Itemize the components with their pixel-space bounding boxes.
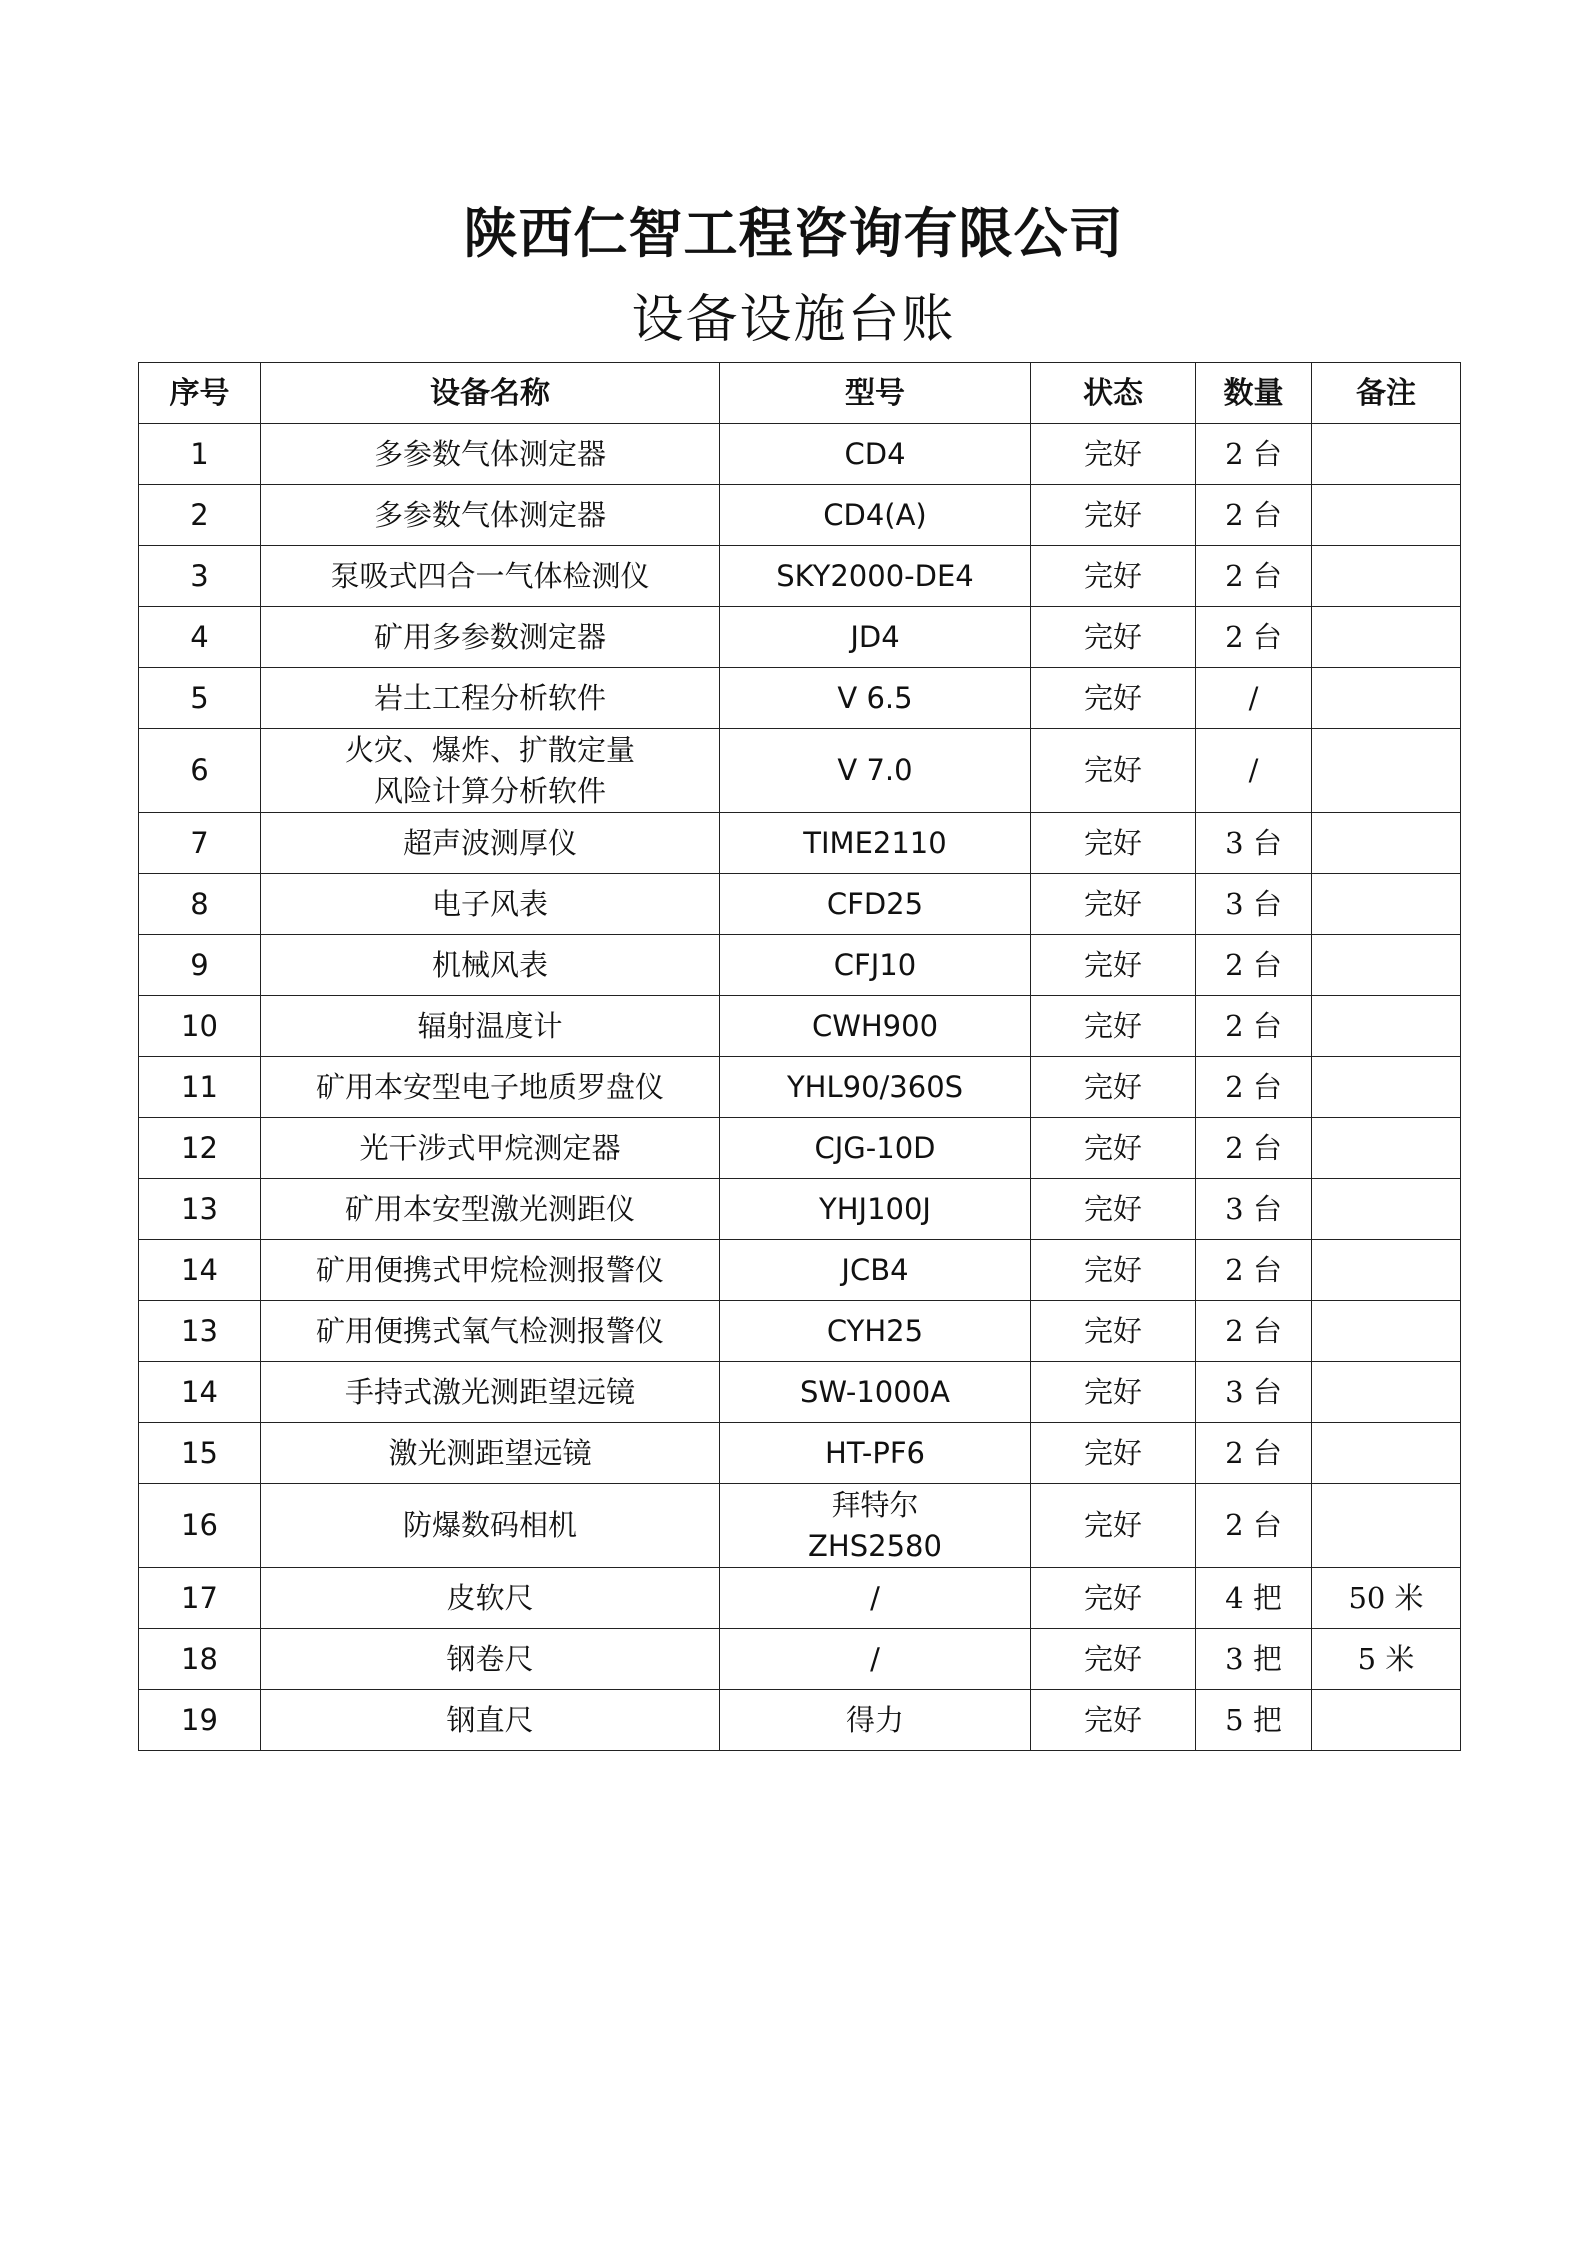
cell-equipment-name — [261, 1690, 720, 1751]
cell-equipment-name-line: 手持式激光测距望远镜 — [344, 1374, 635, 1409]
cell-status: 完好 — [1031, 1118, 1196, 1179]
cell-model-line: CFJ10 — [833, 947, 917, 982]
cell-model — [720, 546, 1031, 607]
table-row — [139, 607, 1461, 668]
cell-status: 完好 — [1031, 1057, 1196, 1118]
cell-status: 完好 — [1031, 1423, 1196, 1484]
cell-note — [1312, 935, 1461, 996]
cell-equipment-name-line: 矿用多参数测定器 — [373, 619, 606, 654]
cell-note — [1312, 1057, 1461, 1118]
cell-equipment-name — [261, 1484, 720, 1568]
cell-equipment-name — [261, 874, 720, 935]
cell-model — [720, 996, 1031, 1057]
cell-model — [720, 1301, 1031, 1362]
cell-no: 14 — [139, 1362, 261, 1423]
cell-equipment-name-line: 超声波测厚仪 — [402, 825, 577, 860]
cell-no: 14 — [139, 1240, 261, 1301]
cell-status: 完好 — [1031, 996, 1196, 1057]
table-row — [139, 485, 1461, 546]
cell-model-line: SW-1000A — [799, 1374, 950, 1409]
cell-model-line: YHJ100J — [819, 1191, 931, 1226]
table-row — [139, 1057, 1461, 1118]
table-row — [139, 1240, 1461, 1301]
cell-quantity: 2 台 — [1196, 1484, 1312, 1568]
cell-no: 19 — [139, 1690, 261, 1751]
cell-no: 5 — [139, 668, 261, 729]
cell-model-line: CD4(A) — [823, 497, 927, 532]
cell-equipment-name-line: 矿用本安型电子地质罗盘仪 — [315, 1069, 664, 1104]
cell-equipment-name — [261, 1568, 720, 1629]
cell-model-line: TIME2110 — [803, 825, 947, 860]
cell-quantity: 2 台 — [1196, 1423, 1312, 1484]
company-title: 陕西仁智工程咨询有限公司 — [463, 201, 1124, 265]
cell-equipment-name-line: 矿用便携式氧气检测报警仪 — [315, 1313, 664, 1348]
cell-equipment-name-line: 激光测距望远镜 — [388, 1435, 592, 1470]
cell-equipment-name-line: 钢直尺 — [446, 1702, 534, 1737]
cell-no: 15 — [139, 1423, 261, 1484]
table-row — [139, 1629, 1461, 1690]
table-row — [139, 874, 1461, 935]
cell-note — [1312, 1690, 1461, 1751]
cell-no: 1 — [139, 424, 261, 485]
table-row — [139, 1301, 1461, 1362]
cell-status: 完好 — [1031, 546, 1196, 607]
cell-quantity: 4 把 — [1196, 1568, 1312, 1629]
cell-note — [1312, 546, 1461, 607]
cell-model — [720, 485, 1031, 546]
cell-model — [720, 1118, 1031, 1179]
cell-status: 完好 — [1031, 424, 1196, 485]
cell-equipment-name-line: 风险计算分析软件 — [373, 773, 606, 808]
table-row — [139, 1484, 1461, 1568]
cell-equipment-name-line: 防爆数码相机 — [402, 1508, 577, 1542]
cell-status: 完好 — [1031, 607, 1196, 668]
cell-equipment-name — [261, 1423, 720, 1484]
cell-model — [720, 935, 1031, 996]
cell-note — [1312, 813, 1461, 874]
cell-model-line: 得力 — [845, 1702, 904, 1737]
cell-no: 4 — [139, 607, 261, 668]
cell-no: 2 — [139, 485, 261, 546]
cell-note — [1312, 1362, 1461, 1423]
cell-equipment-name — [261, 668, 720, 729]
cell-model — [720, 1690, 1031, 1751]
cell-quantity: 2 台 — [1196, 1118, 1312, 1179]
cell-quantity: 3 台 — [1196, 1179, 1312, 1240]
cell-status: 完好 — [1031, 1629, 1196, 1690]
cell-model-line: CWH900 — [811, 1008, 939, 1043]
cell-equipment-name-line: 光干涉式甲烷测定器 — [359, 1130, 621, 1165]
cell-quantity: 2 台 — [1196, 546, 1312, 607]
cell-model — [720, 607, 1031, 668]
cell-status: 完好 — [1031, 485, 1196, 546]
table-row — [139, 1568, 1461, 1629]
cell-equipment-name — [261, 935, 720, 996]
table-row — [139, 546, 1461, 607]
cell-equipment-name — [261, 1118, 720, 1179]
cell-status: 完好 — [1031, 1240, 1196, 1301]
cell-model — [720, 729, 1031, 813]
cell-note — [1312, 485, 1461, 546]
table-row — [139, 1362, 1461, 1423]
cell-quantity: 2 台 — [1196, 996, 1312, 1057]
cell-note — [1312, 729, 1461, 813]
cell-equipment-name-line: 火灾、爆炸、扩散定量 — [344, 732, 635, 767]
cell-note — [1312, 1118, 1461, 1179]
cell-equipment-name-line: 皮软尺 — [446, 1580, 534, 1615]
table-row — [139, 729, 1461, 813]
cell-model-line: V 6.5 — [837, 680, 913, 715]
column-header-note: 备注 — [1312, 363, 1461, 424]
cell-note — [1312, 1484, 1461, 1568]
cell-no: 10 — [139, 996, 261, 1057]
column-header-no: 序号 — [139, 363, 261, 424]
cell-equipment-name-line: 矿用本安型激光测距仪 — [344, 1191, 635, 1226]
column-header-model: 型号 — [720, 363, 1031, 424]
cell-equipment-name-line: 泵吸式四合一气体检测仪 — [330, 558, 650, 593]
cell-equipment-name — [261, 607, 720, 668]
cell-status: 完好 — [1031, 874, 1196, 935]
cell-status: 完好 — [1031, 668, 1196, 729]
cell-status: 完好 — [1031, 1484, 1196, 1568]
cell-equipment-name — [261, 424, 720, 485]
table-row — [139, 813, 1461, 874]
cell-model-line: CFD25 — [826, 886, 924, 921]
table-row — [139, 1118, 1461, 1179]
cell-note — [1312, 1240, 1461, 1301]
cell-equipment-name-line: 电子风表 — [431, 886, 548, 921]
cell-model-line: CJG-10D — [814, 1130, 936, 1165]
cell-note — [1312, 424, 1461, 485]
table-row — [139, 668, 1461, 729]
cell-equipment-name — [261, 813, 720, 874]
cell-model-line: SKY2000-DE4 — [776, 558, 974, 593]
cell-note: 50 米 — [1312, 1568, 1461, 1629]
cell-model-line: HT-PF6 — [825, 1435, 925, 1470]
cell-equipment-name — [261, 546, 720, 607]
cell-equipment-name-line: 机械风表 — [431, 947, 548, 982]
cell-quantity: 2 台 — [1196, 485, 1312, 546]
table-body — [139, 424, 1461, 1751]
cell-no: 13 — [139, 1301, 261, 1362]
column-header-status: 状态 — [1031, 363, 1196, 424]
cell-no: 18 — [139, 1629, 261, 1690]
table-row — [139, 1423, 1461, 1484]
cell-equipment-name — [261, 1179, 720, 1240]
cell-model — [720, 874, 1031, 935]
cell-note: 5 米 — [1312, 1629, 1461, 1690]
cell-equipment-name — [261, 1057, 720, 1118]
cell-no: 3 — [139, 546, 261, 607]
column-header-quantity: 数量 — [1196, 363, 1312, 424]
cell-equipment-name-line: 钢卷尺 — [446, 1641, 534, 1676]
cell-equipment-name-line: 多参数气体测定器 — [373, 436, 606, 471]
cell-model — [720, 1362, 1031, 1423]
cell-quantity: 2 台 — [1196, 1240, 1312, 1301]
cell-quantity: 3 把 — [1196, 1629, 1312, 1690]
cell-note — [1312, 1301, 1461, 1362]
cell-model-line: ZHS2580 — [808, 1528, 942, 1563]
cell-model — [720, 1179, 1031, 1240]
cell-model — [720, 1629, 1031, 1690]
cell-model-line: JD4 — [850, 619, 900, 654]
cell-note — [1312, 874, 1461, 935]
cell-note — [1312, 1179, 1461, 1240]
cell-model-line: CYH25 — [826, 1313, 924, 1348]
cell-model-line: V 7.0 — [837, 753, 913, 787]
document-title: 设备设施台账 — [631, 290, 956, 350]
table-row — [139, 996, 1461, 1057]
cell-no: 6 — [139, 729, 261, 813]
cell-equipment-name — [261, 1629, 720, 1690]
cell-model — [720, 1240, 1031, 1301]
cell-quantity: 3 台 — [1196, 1362, 1312, 1423]
cell-status: 完好 — [1031, 813, 1196, 874]
cell-equipment-name-line: 多参数气体测定器 — [373, 497, 606, 532]
cell-note — [1312, 1423, 1461, 1484]
cell-note — [1312, 996, 1461, 1057]
equipment-ledger-table — [138, 362, 1461, 1751]
cell-quantity: 3 台 — [1196, 874, 1312, 935]
cell-model-line: / — [870, 1641, 880, 1676]
cell-equipment-name — [261, 1362, 720, 1423]
cell-no: 9 — [139, 935, 261, 996]
cell-quantity: / — [1196, 729, 1312, 813]
column-header-name: 设备名称 — [261, 363, 720, 424]
table-row — [139, 1690, 1461, 1751]
cell-equipment-name — [261, 485, 720, 546]
cell-status: 完好 — [1031, 1179, 1196, 1240]
cell-status: 完好 — [1031, 1362, 1196, 1423]
cell-quantity: / — [1196, 668, 1312, 729]
cell-equipment-name-line: 矿用便携式甲烷检测报警仪 — [315, 1252, 664, 1287]
table-row — [139, 1179, 1461, 1240]
cell-model — [720, 1484, 1031, 1568]
cell-quantity: 2 台 — [1196, 935, 1312, 996]
cell-model-line: / — [870, 1580, 880, 1615]
table-row — [139, 935, 1461, 996]
cell-model — [720, 1057, 1031, 1118]
cell-no: 16 — [139, 1484, 261, 1568]
cell-model — [720, 668, 1031, 729]
cell-no: 12 — [139, 1118, 261, 1179]
cell-status: 完好 — [1031, 935, 1196, 996]
cell-model — [720, 813, 1031, 874]
cell-model — [720, 1423, 1031, 1484]
cell-quantity: 2 台 — [1196, 1057, 1312, 1118]
table-row — [139, 424, 1461, 485]
cell-no: 8 — [139, 874, 261, 935]
cell-equipment-name-line: 辐射温度计 — [417, 1008, 563, 1043]
cell-model-line: YHL90/360S — [786, 1069, 964, 1104]
cell-equipment-name — [261, 1301, 720, 1362]
cell-equipment-name-line: 岩土工程分析软件 — [373, 680, 606, 715]
cell-quantity: 2 台 — [1196, 1301, 1312, 1362]
cell-status: 完好 — [1031, 1690, 1196, 1751]
cell-model — [720, 1568, 1031, 1629]
cell-status: 完好 — [1031, 729, 1196, 813]
table-header-row — [139, 363, 1461, 424]
cell-status: 完好 — [1031, 1568, 1196, 1629]
cell-no: 17 — [139, 1568, 261, 1629]
cell-no: 7 — [139, 813, 261, 874]
cell-quantity: 2 台 — [1196, 607, 1312, 668]
cell-equipment-name — [261, 1240, 720, 1301]
cell-note — [1312, 668, 1461, 729]
cell-status: 完好 — [1031, 1301, 1196, 1362]
cell-quantity: 2 台 — [1196, 424, 1312, 485]
cell-model — [720, 424, 1031, 485]
cell-no: 13 — [139, 1179, 261, 1240]
cell-note — [1312, 607, 1461, 668]
cell-quantity: 3 台 — [1196, 813, 1312, 874]
cell-equipment-name — [261, 996, 720, 1057]
cell-equipment-name — [261, 729, 720, 813]
cell-no: 11 — [139, 1057, 261, 1118]
cell-model-line: CD4 — [844, 436, 906, 471]
cell-model-line: 拜特尔 — [831, 1487, 919, 1522]
cell-quantity: 5 把 — [1196, 1690, 1312, 1751]
cell-model-line: JCB4 — [841, 1252, 909, 1287]
